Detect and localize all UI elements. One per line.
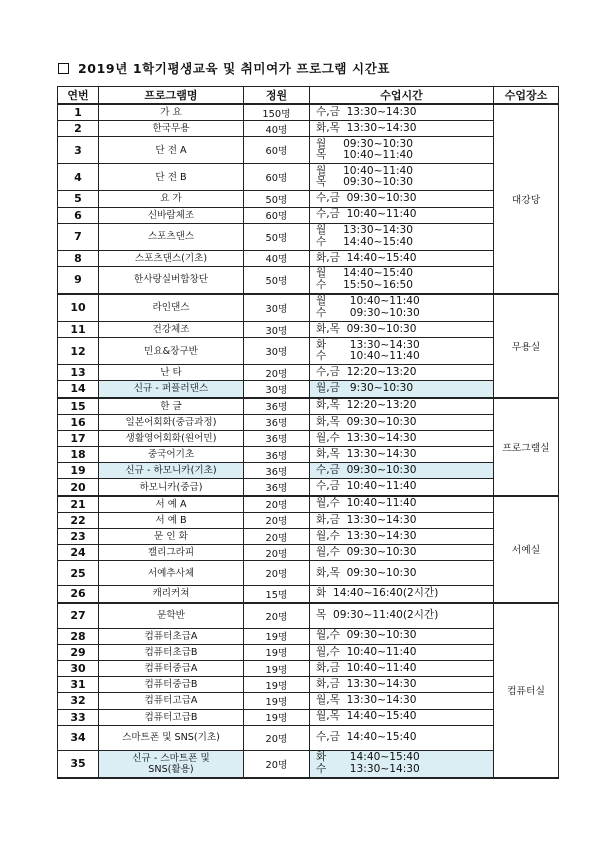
- program-name: 단 전 A: [99, 137, 244, 164]
- row-number: 15: [58, 398, 99, 415]
- program-name: 컴퓨터중급B: [99, 677, 244, 693]
- row-number: 6: [58, 207, 99, 223]
- class-time: 화,금 13:30~14:30: [310, 677, 494, 693]
- class-time: 화 14:40~15:40 수 13:30~14:30: [310, 750, 494, 778]
- capacity: 50명: [244, 266, 310, 294]
- class-time: 수,금 09:30~10:30: [310, 463, 494, 479]
- program-name: 문 인 화: [99, 529, 244, 545]
- row-number: 14: [58, 381, 99, 398]
- program-name: 건강체조: [99, 321, 244, 337]
- table-row: [58, 381, 559, 398]
- class-time: 월,수 09:30~10:30: [310, 545, 494, 561]
- room-label: 무용실: [494, 294, 559, 398]
- capacity: 20명: [244, 750, 310, 778]
- row-number: 2: [58, 121, 99, 137]
- capacity: 36명: [244, 463, 310, 479]
- row-number: 20: [58, 479, 99, 496]
- capacity: 20명: [244, 512, 310, 528]
- table-row: [58, 266, 559, 294]
- class-time: 월,수 13:30~14:30: [310, 529, 494, 545]
- program-name: 서예추사체: [99, 561, 244, 586]
- table-row: [58, 561, 559, 586]
- class-time: 월,목 14:40~15:40: [310, 709, 494, 725]
- capacity: 36명: [244, 447, 310, 463]
- row-number: 18: [58, 447, 99, 463]
- row-number: 8: [58, 250, 99, 266]
- table-row: [58, 121, 559, 137]
- row-number: 11: [58, 321, 99, 337]
- capacity: 36명: [244, 430, 310, 446]
- table-row: [58, 709, 559, 725]
- header-num: 연번: [58, 87, 99, 105]
- class-time: 월 13:30~14:30 수 14:40~15:40: [310, 223, 494, 250]
- capacity: 36명: [244, 398, 310, 415]
- row-number: 3: [58, 137, 99, 164]
- program-name: 컴퓨터고급B: [99, 709, 244, 725]
- table-row: [58, 447, 559, 463]
- capacity: 30명: [244, 381, 310, 398]
- table-row: [58, 529, 559, 545]
- program-name: 신규 - 하모니카(기초): [99, 463, 244, 479]
- program-name: 신규 - 스마트폰 및 SNS(활용): [99, 750, 244, 778]
- table-row: [58, 603, 559, 629]
- document-title: [58, 58, 390, 78]
- program-name: 한사랑실버합창단: [99, 266, 244, 294]
- table-row: [58, 414, 559, 430]
- class-time: 수,금 12:20~13:20: [310, 365, 494, 381]
- class-time: 수,금 13:30~14:30: [310, 104, 494, 121]
- class-time: 화,금 13:30~14:30: [310, 512, 494, 528]
- capacity: 60명: [244, 164, 310, 191]
- program-name: 문학반: [99, 603, 244, 629]
- row-number: 24: [58, 545, 99, 561]
- capacity: 50명: [244, 191, 310, 207]
- table-row: [58, 644, 559, 660]
- program-name: 컴퓨터초급B: [99, 644, 244, 660]
- table-row: [58, 693, 559, 709]
- class-time: 화 13:30~14:30 수 10:40~11:40: [310, 338, 494, 365]
- capacity: 60명: [244, 207, 310, 223]
- capacity: 50명: [244, 223, 310, 250]
- capacity: 60명: [244, 137, 310, 164]
- title-text: 2019년 1학기평생교육 및 취미여가 프로그램 시간표: [78, 61, 391, 76]
- program-name: 캐리커쳐: [99, 586, 244, 603]
- table-row: [58, 191, 559, 207]
- class-time: 목 09:30~11:40(2시간): [310, 603, 494, 629]
- header-row: [58, 87, 559, 105]
- header-time: 수업시간: [310, 87, 494, 105]
- row-number: 7: [58, 223, 99, 250]
- row-number: 27: [58, 603, 99, 629]
- class-time: 월,목 13:30~14:30: [310, 693, 494, 709]
- class-time: 월 09:30~10:30 목 10:40~11:40: [310, 137, 494, 164]
- row-number: 35: [58, 750, 99, 778]
- capacity: 30명: [244, 321, 310, 337]
- row-number: 23: [58, 529, 99, 545]
- row-number: 16: [58, 414, 99, 430]
- capacity: 40명: [244, 250, 310, 266]
- table-row: [58, 207, 559, 223]
- class-time: 월,수 13:30~14:30: [310, 430, 494, 446]
- row-number: 9: [58, 266, 99, 294]
- table-row: [58, 137, 559, 164]
- program-name: 컴퓨터초급A: [99, 628, 244, 644]
- table-row: [58, 660, 559, 676]
- program-name: 생활영어회화(원어민): [99, 430, 244, 446]
- table-row: [58, 586, 559, 603]
- table-row: [58, 430, 559, 446]
- program-name: 컴퓨터고급A: [99, 693, 244, 709]
- table-row: [58, 750, 559, 778]
- table-row: [58, 338, 559, 365]
- program-name: 중국어기초: [99, 447, 244, 463]
- program-name: 민요&장구반: [99, 338, 244, 365]
- class-time: 수,금 10:40~11:40: [310, 479, 494, 496]
- header-capacity: 정원: [244, 87, 310, 105]
- capacity: 20명: [244, 496, 310, 513]
- class-time: 화,목 13:30~14:30: [310, 121, 494, 137]
- class-time: 화 14:40~16:40(2시간): [310, 586, 494, 603]
- row-number: 22: [58, 512, 99, 528]
- table-row: [58, 365, 559, 381]
- row-number: 30: [58, 660, 99, 676]
- row-number: 21: [58, 496, 99, 513]
- capacity: 36명: [244, 479, 310, 496]
- row-number: 12: [58, 338, 99, 365]
- capacity: 20명: [244, 529, 310, 545]
- row-number: 19: [58, 463, 99, 479]
- table-row: [58, 223, 559, 250]
- schedule-table: [57, 86, 559, 779]
- program-name: 서 예 B: [99, 512, 244, 528]
- row-number: 5: [58, 191, 99, 207]
- table-row: [58, 512, 559, 528]
- class-time: 화,금 14:40~15:40: [310, 250, 494, 266]
- capacity: 19명: [244, 660, 310, 676]
- table-row: [58, 677, 559, 693]
- class-time: 화,목 12:20~13:20: [310, 398, 494, 415]
- table-row: [58, 496, 559, 513]
- capacity: 20명: [244, 561, 310, 586]
- class-time: 화,목 09:30~10:30: [310, 321, 494, 337]
- program-name: 단 전 B: [99, 164, 244, 191]
- capacity: 30명: [244, 294, 310, 322]
- class-time: 월 10:40~11:40 수 09:30~10:30: [310, 294, 494, 322]
- capacity: 30명: [244, 338, 310, 365]
- class-time: 수,금 09:30~10:30: [310, 191, 494, 207]
- program-name: 하모니카(중급): [99, 479, 244, 496]
- table-row: [58, 294, 559, 322]
- capacity: 20명: [244, 545, 310, 561]
- capacity: 15명: [244, 586, 310, 603]
- row-number: 4: [58, 164, 99, 191]
- table-row: [58, 628, 559, 644]
- table-row: [58, 725, 559, 750]
- program-name: 신바람체조: [99, 207, 244, 223]
- row-number: 28: [58, 628, 99, 644]
- program-name: 가 요: [99, 104, 244, 121]
- program-name: 컴퓨터중급A: [99, 660, 244, 676]
- capacity: 150명: [244, 104, 310, 121]
- table-row: [58, 104, 559, 121]
- capacity: 19명: [244, 628, 310, 644]
- capacity: 20명: [244, 725, 310, 750]
- capacity: 36명: [244, 414, 310, 430]
- schedule-body: [58, 104, 559, 778]
- capacity: 19명: [244, 693, 310, 709]
- class-time: 월 14:40~15:40 수 15:50~16:50: [310, 266, 494, 294]
- row-number: 10: [58, 294, 99, 322]
- table-row: [58, 250, 559, 266]
- capacity: 19명: [244, 644, 310, 660]
- class-time: 월 10:40~11:40 목 09:30~10:30: [310, 164, 494, 191]
- class-time: 화,금 10:40~11:40: [310, 660, 494, 676]
- class-time: 화,목 13:30~14:30: [310, 447, 494, 463]
- program-name: 요 가: [99, 191, 244, 207]
- capacity: 20명: [244, 365, 310, 381]
- room-label: 대강당: [494, 104, 559, 294]
- class-time: 수,금 10:40~11:40: [310, 207, 494, 223]
- program-name: 한국무용: [99, 121, 244, 137]
- row-number: 1: [58, 104, 99, 121]
- program-name: 캘리그라피: [99, 545, 244, 561]
- row-number: 31: [58, 677, 99, 693]
- header-room: 수업장소: [494, 87, 559, 105]
- room-label: 프로그램실: [494, 398, 559, 496]
- capacity: 20명: [244, 603, 310, 629]
- class-time: 화,목 09:30~10:30: [310, 414, 494, 430]
- program-name: 한 글: [99, 398, 244, 415]
- row-number: 25: [58, 561, 99, 586]
- program-name: 일본어회화(중급과정): [99, 414, 244, 430]
- room-label: 컴퓨터실: [494, 603, 559, 778]
- table-row: [58, 164, 559, 191]
- capacity: 19명: [244, 677, 310, 693]
- header-program: 프로그램명: [99, 87, 244, 105]
- capacity: 40명: [244, 121, 310, 137]
- program-name: 난 타: [99, 365, 244, 381]
- table-row: [58, 545, 559, 561]
- program-name: 신규 - 퍼플러댄스: [99, 381, 244, 398]
- capacity: 19명: [244, 709, 310, 725]
- row-number: 26: [58, 586, 99, 603]
- class-time: 월,수 10:40~11:40: [310, 496, 494, 513]
- class-time: 화,목 09:30~10:30: [310, 561, 494, 586]
- room-label: 서예실: [494, 496, 559, 603]
- class-time: 수,금 14:40~15:40: [310, 725, 494, 750]
- row-number: 33: [58, 709, 99, 725]
- program-name: 스포츠댄스: [99, 223, 244, 250]
- class-time: 월,수 10:40~11:40: [310, 644, 494, 660]
- program-name: 스마트폰 및 SNS(기초): [99, 725, 244, 750]
- row-number: 34: [58, 725, 99, 750]
- class-time: 월,금 9:30~10:30: [310, 381, 494, 398]
- table-row: [58, 463, 559, 479]
- table-row: [58, 479, 559, 496]
- program-name: 라인댄스: [99, 294, 244, 322]
- program-name: 스포츠댄스(기초): [99, 250, 244, 266]
- row-number: 32: [58, 693, 99, 709]
- table-row: [58, 398, 559, 415]
- class-time: 월,수 09:30~10:30: [310, 628, 494, 644]
- row-number: 17: [58, 430, 99, 446]
- program-name: 서 예 A: [99, 496, 244, 513]
- row-number: 13: [58, 365, 99, 381]
- table-row: [58, 321, 559, 337]
- row-number: 29: [58, 644, 99, 660]
- checkbox-square-icon: [58, 63, 69, 74]
